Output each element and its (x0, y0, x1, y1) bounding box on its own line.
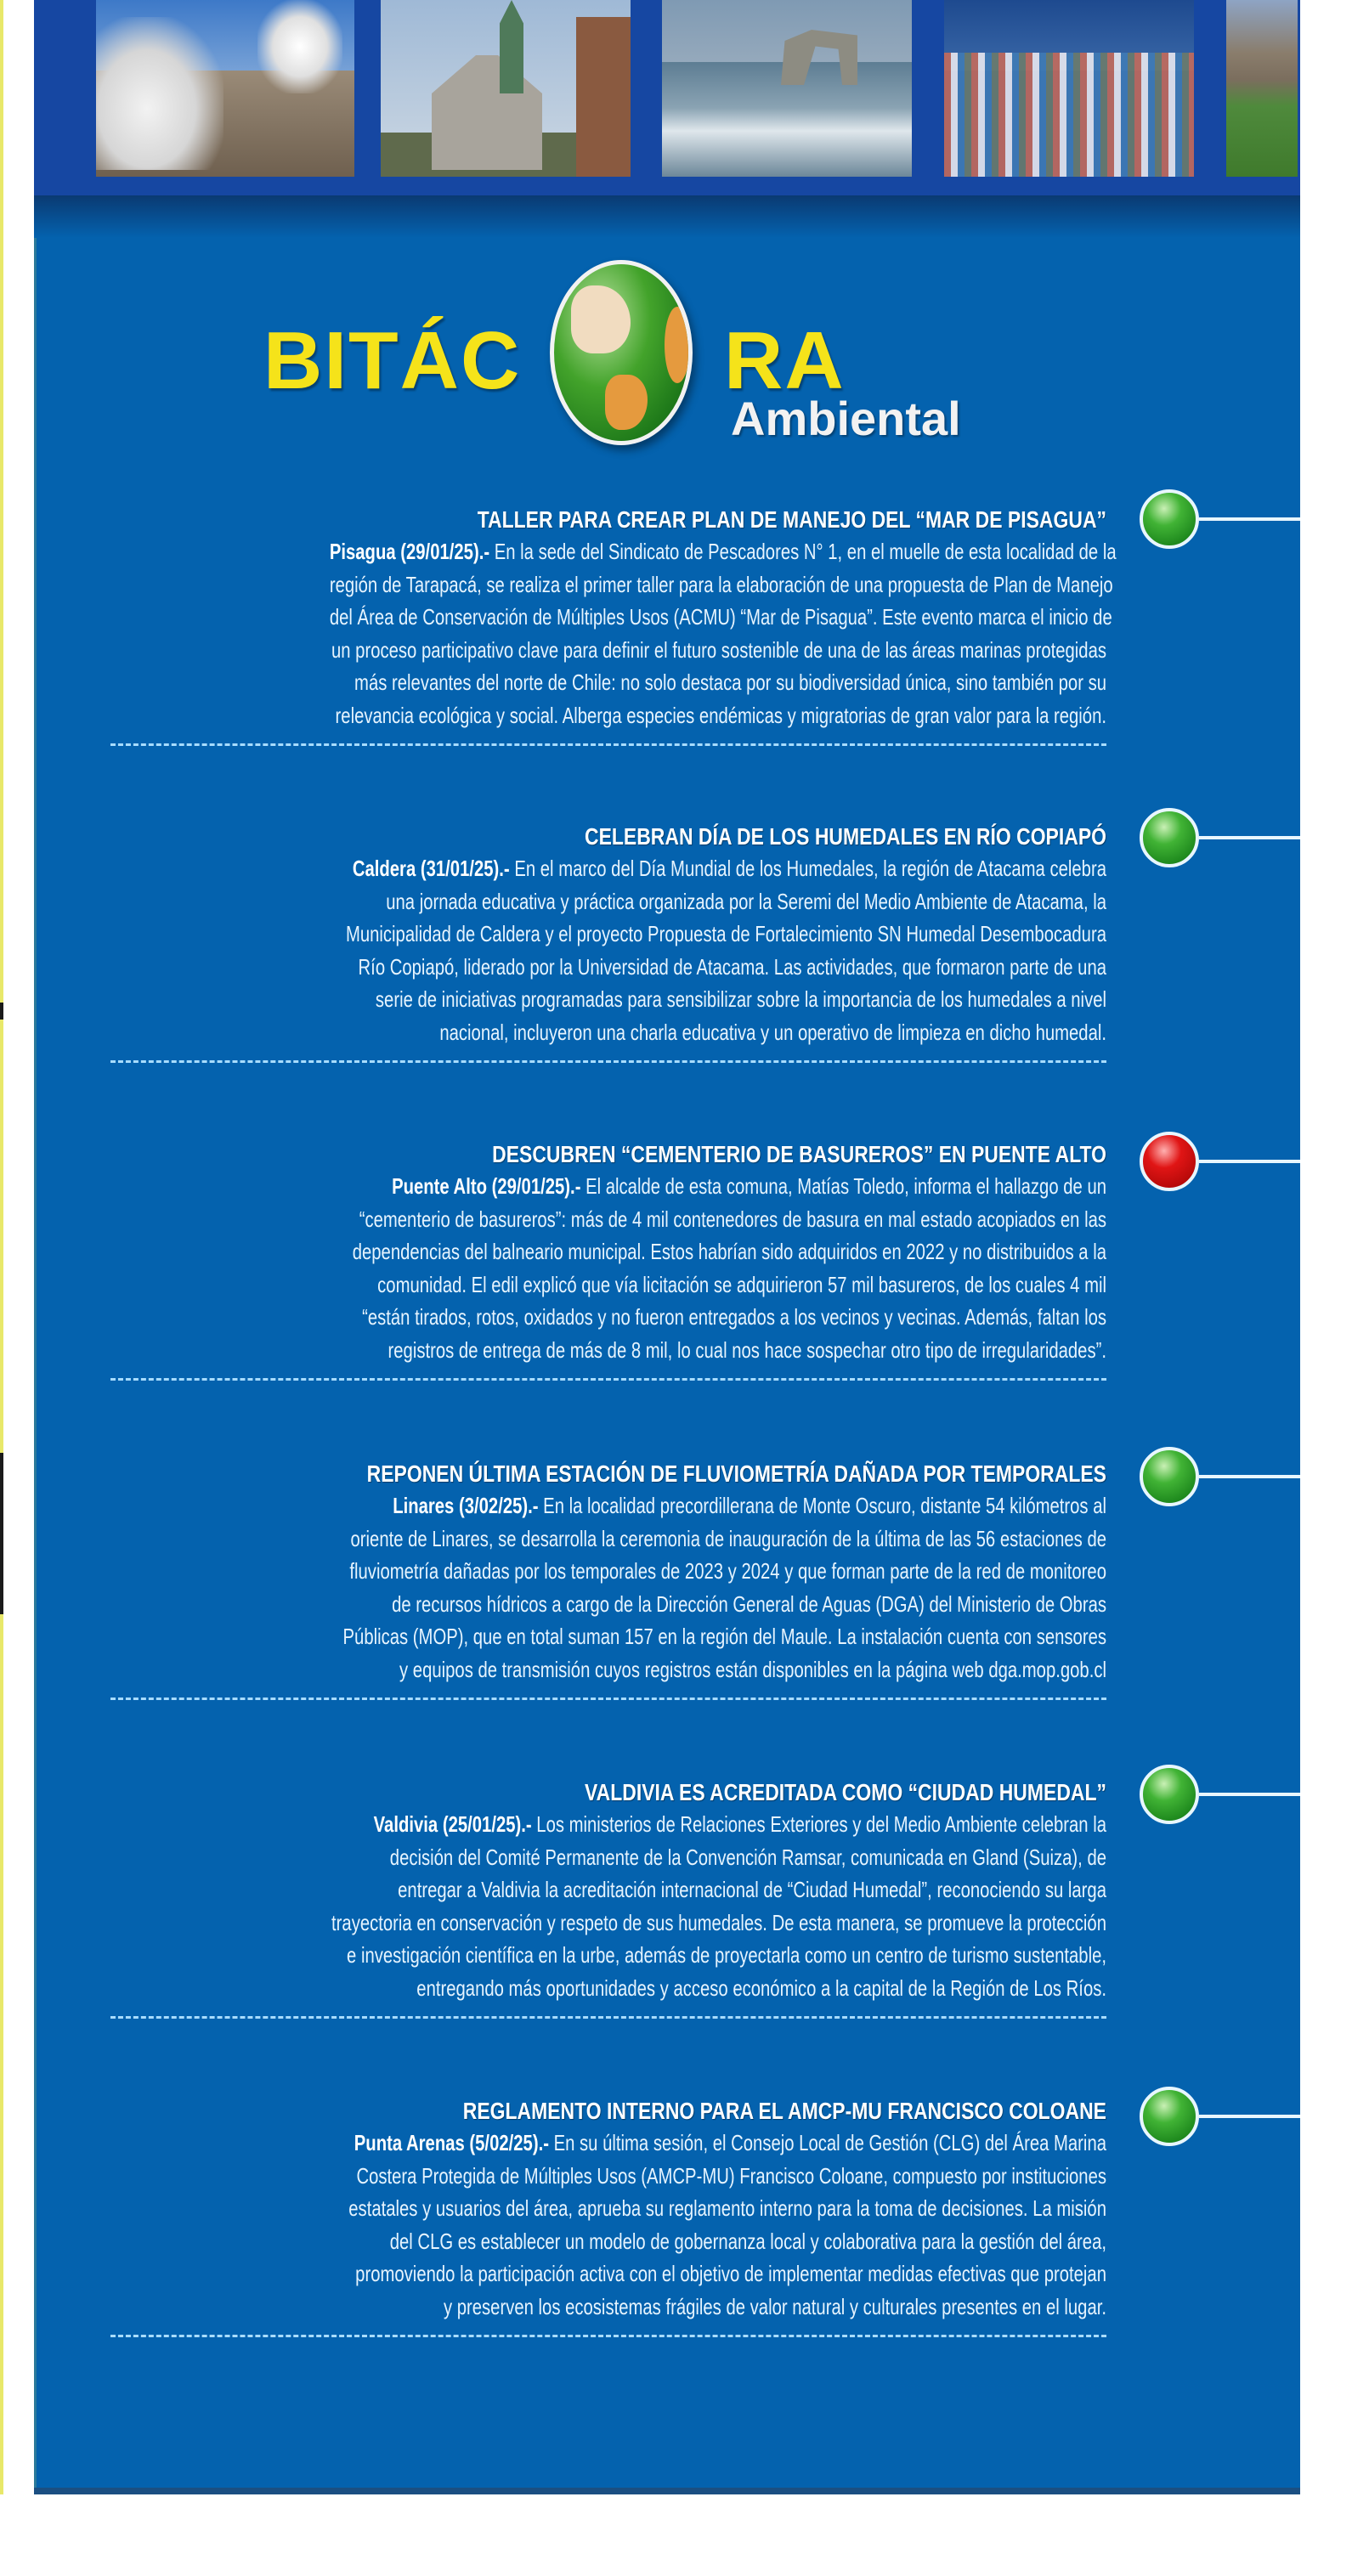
status-green-dot-icon (1140, 808, 1199, 867)
article-headline: REGLAMENTO INTERNO PARA EL AMCP-MU FRANCISCO COLOANE (462, 2098, 1106, 2124)
connector-line (1199, 836, 1300, 839)
status-green-dot-icon (1140, 1447, 1199, 1506)
edge-mark (0, 1003, 3, 1020)
article-body: Caldera (31/01/25).- En el marco del Día Mundial de los Humedales, la región de Atacama celebra una jornada educativa y práctica organizada por la Seremi del Medio Ambiente de Atacama, la Municipalidad de Caldera y el proyecto Propuesta de Fortalecimiento SN Humedal Desembocadura Río Copiapó, liderado por la Universidad de Atacama. Las actividades, que formaron parte de una serie de iniciativas programadas para sensibilizar sobre la importancia de los humedales a nivel nacional, incluyeron una charla educativa y un operativo de limpieza en dicho humedal. (345, 856, 1106, 1045)
status-green-dot-icon (1140, 2087, 1199, 2146)
article-headline: DESCUBREN “CEMENTERIO DE BASUREROS” EN PUENTE ALTO (492, 1141, 1106, 1167)
dashed-divider (110, 1060, 1106, 1063)
article-headline: TALLER PARA CREAR PLAN DE MANEJO DEL “MAR DE PISAGUA” (477, 506, 1106, 533)
coastal-city-photo (944, 0, 1194, 177)
status-green-dot-icon (1140, 1765, 1199, 1824)
connector-line (1199, 1793, 1300, 1796)
valley-photo (1226, 0, 1298, 177)
news-article (110, 505, 1117, 746)
article-lead: Puente Alto (29/01/25).- (392, 1173, 581, 1199)
bitacora-ambiental-logo (255, 255, 1071, 450)
dashed-divider (110, 1378, 1106, 1381)
panel-bottom-border (34, 2488, 1300, 2494)
article-body: Linares (3/02/25).- En la localidad precordillerana de Monte Oscuro, distante 54 kilómetros al oriente de Linares, se desarrolla la ceremonia de inauguración de la última de las 56 estaciones de fluviometría dañadas por los temporales de 2023 y 2024 y que forman parte de la red de monitoreo de recursos hídricos a cargo de la Dirección General de Aguas (DGA) del Ministerio de Obras Públicas (MOP), que en total suman 157 en la región del Maule. La instalación cuenta con sensores y equipos de transmisión cuyos registros están disponibles en la página web dga.mop.gob.cl (342, 1493, 1106, 1682)
logo-subtitle: Ambiental (731, 392, 961, 445)
connector-line (1199, 517, 1300, 521)
logo-text-ra: RA (724, 315, 846, 406)
article-lead: Punta Arenas (5/02/25).- (354, 2130, 549, 2155)
dashed-divider (110, 2016, 1106, 2019)
article-lead: Caldera (31/01/25).- (352, 856, 510, 881)
article-lead: Valdivia (25/01/25).- (373, 1811, 532, 1837)
article-body: Punta Arenas (5/02/25).- En su última sesión, el Consejo Local de Gestión (CLG) del Área Marina Costera Protegida de Múltiples Usos (AMCP-MU) Francisco Coloane, compuesto por instituciones estatales y usuarios del área, aprueba su reglamento interno para la toma de decisiones. La misión del CLG es establecer un modelo de gobernanza local y colaborativa para la gestión del área, promoviendo la participación activa con el objetivo de implementar medidas efectivas que protejan y preserven los ecosistemas frágiles de valor natural y culturales presentes en el lugar. (348, 2130, 1106, 2319)
article-headline: VALDIVIA ES ACREDITADA COMO “CIUDAD HUMEDAL” (585, 1779, 1106, 1805)
globe-icon (550, 260, 693, 445)
geyser-photo (96, 0, 354, 177)
connector-line (1199, 2115, 1300, 2118)
panel-edge (34, 0, 37, 2494)
rock-arch-photo (662, 0, 912, 177)
edge-mark (0, 1453, 3, 1614)
news-article (110, 1459, 1106, 1700)
photo-strip-shadow (34, 195, 1300, 238)
church-photo (381, 0, 631, 177)
news-article (110, 822, 1106, 1063)
connector-line (1199, 1475, 1300, 1478)
left-edge-strip (0, 0, 3, 2494)
article-headline: CELEBRAN DÍA DE LOS HUMEDALES EN RÍO COPIAPÓ (584, 823, 1106, 850)
dashed-divider (110, 743, 1106, 746)
dashed-divider (110, 1698, 1106, 1700)
news-article (110, 2096, 1106, 2337)
connector-line (1199, 1160, 1300, 1163)
logo-text-bitac: BITÁC (263, 315, 522, 406)
article-lead: Pisagua (29/01/25).- (329, 539, 490, 564)
status-green-dot-icon (1140, 489, 1199, 549)
news-article (110, 1777, 1106, 2019)
article-headline: REPONEN ÚLTIMA ESTACIÓN DE FLUVIOMETRÍA DAÑADA POR TEMPORALES (366, 1460, 1106, 1487)
article-body: Valdivia (25/01/25).- Los ministerios de Relaciones Exteriores y del Medio Ambiente celebran la decisión del Comité Permanente de la Convención Ramsar, comunicada en Gland (Suiza), de entregar a Valdivia la acreditación internacional de “Ciudad Humedal”, reconociendo su larga trayectoria en conservación y respeto de sus humedales. De esta manera, se promueve la protección e investigación científica en la urbe, además de proyectarla como un centro de turismo sustentable, entregando más oportunidades y acceso económico a la capital de la Región de Los Ríos. (331, 1811, 1107, 2001)
article-lead: Linares (3/02/25).- (393, 1493, 539, 1518)
article-body: Puente Alto (29/01/25).- El alcalde de esta comuna, Matías Toledo, informa el hallazgo de un “cementerio de basureros”: más de 4 mil contenedores de basura en mal estado acopiados en las dependencias del balneario municipal. Estos habrían sido adquiridos en 2022 y no distribuidos a la comunidad. El edil explicó que vía licitación se adquirieron 57 mil basureros, de los cuales 4 mil “están tirados, rotos, oxidados y no fueron entregados a los vecinos y vecinas. Además, faltan los registros de entrega de más de 8 mil, lo cual nos hace sospechar otro tipo de irregularidades”. (352, 1173, 1106, 1363)
news-article (110, 1139, 1106, 1381)
dashed-divider (110, 2335, 1106, 2337)
status-red-dot-icon (1140, 1132, 1199, 1191)
article-body: Pisagua (29/01/25).- En la sede del Sindicato de Pescadores N° 1, en el muelle de esta localidad de la región de Tarapacá, se realiza el primer taller para la elaboración de una propuesta de Plan de Manejo del Área de Conservación de Múltiples Usos (ACMU) “Mar de Pisagua”. Este evento marca el inicio de un proceso participativo clave para definir el futuro sostenible de una de las áreas marinas protegidas más relevantes del norte de Chile: no solo destaca por su biodiversidad única, sino también por su relevancia ecológica y social. Alberga especies endémicas y migratorias de gran valor para la región. (329, 539, 1117, 728)
